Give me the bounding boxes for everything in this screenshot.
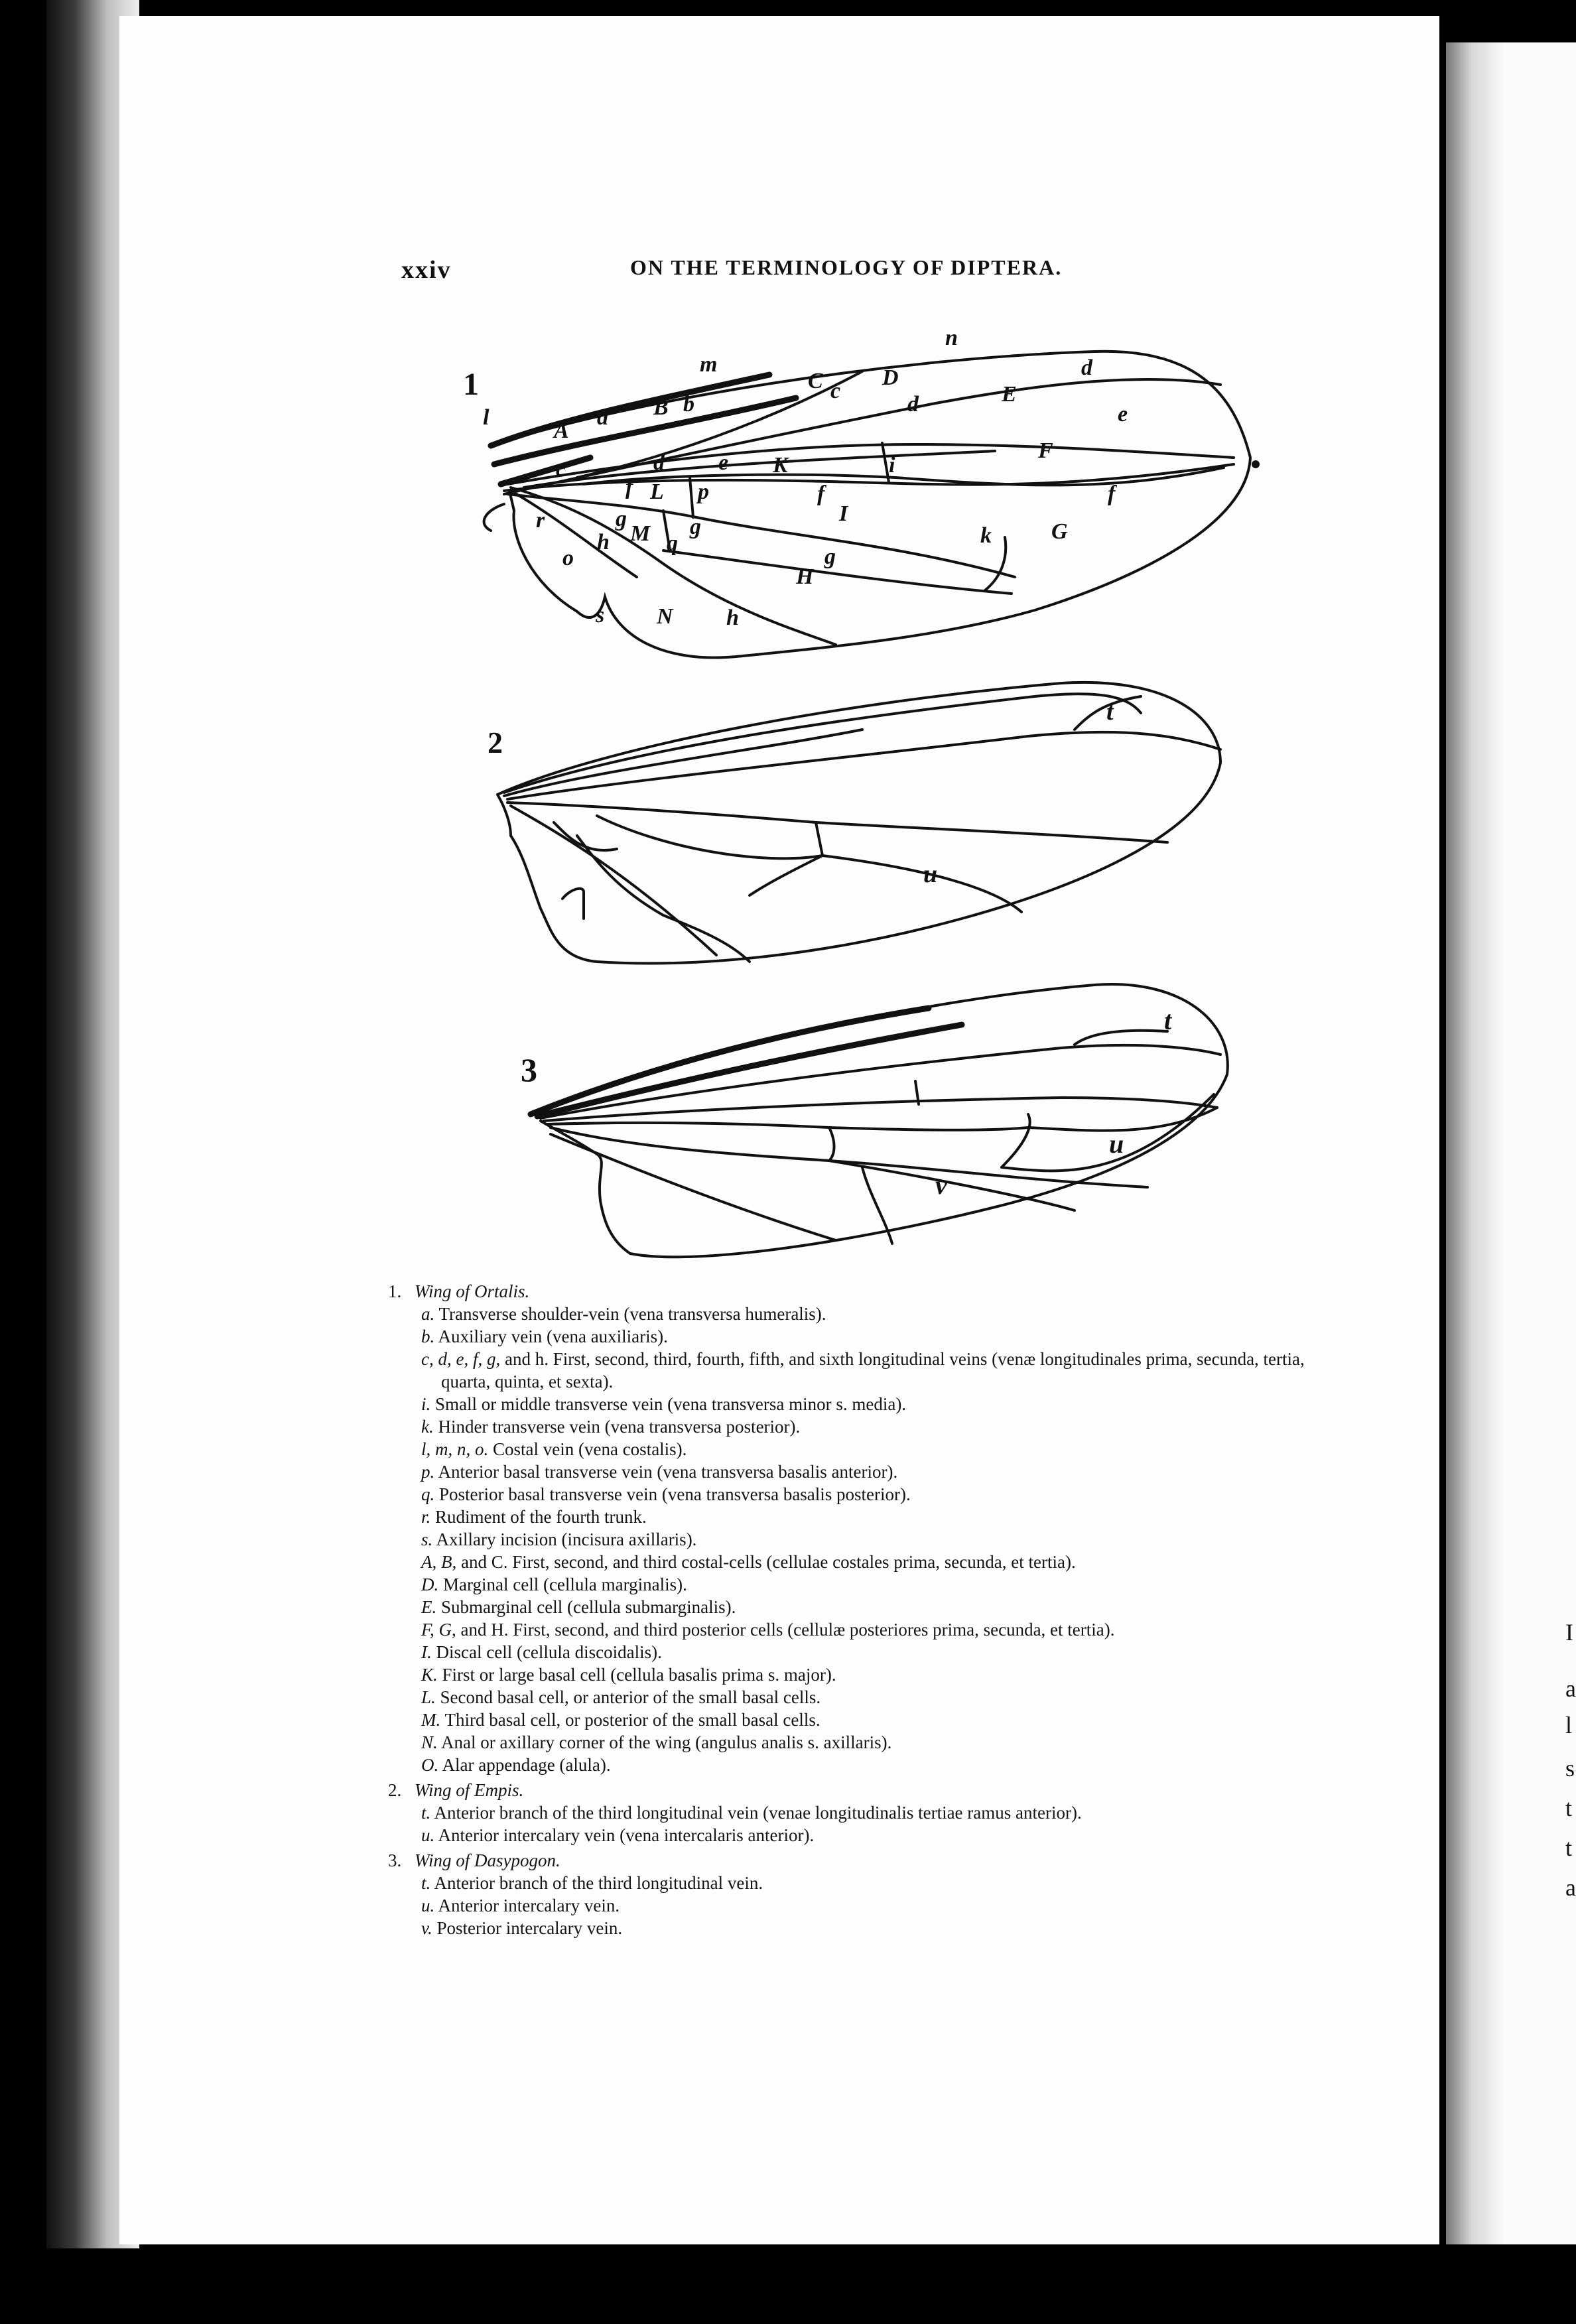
entry-text: Alar appendage (alula). — [442, 1755, 611, 1775]
entry-key: E. — [421, 1597, 437, 1617]
entry-key: s. — [421, 1529, 433, 1549]
wing1-label-L: L — [650, 480, 664, 504]
wing1-label-n: n — [945, 326, 958, 350]
wing2-label-t: t — [1106, 698, 1114, 726]
entry-key: i. — [421, 1394, 431, 1414]
edge-letter: a — [1565, 1874, 1576, 1901]
legend-entry — [388, 1325, 1317, 1348]
wing1-label-g2: g — [690, 515, 701, 539]
wing1-label-N: N — [657, 604, 673, 629]
section-number: 2. — [388, 1780, 402, 1800]
entry-text: Hinder transverse vein (vena transversa posterior). — [438, 1417, 801, 1437]
wing1-label-M: M — [630, 521, 651, 546]
wing1-label-e2: e — [718, 450, 729, 475]
wing1-label-d: d — [907, 392, 919, 417]
legend-entry — [388, 1348, 1317, 1393]
running-title: ON THE TERMINOLOGY OF DIPTERA. — [630, 255, 1063, 279]
entry-text: Anterior intercalary vein. — [438, 1896, 620, 1915]
entry-text: Posterior basal transverse vein (vena transversa basalis posterior). — [439, 1484, 911, 1504]
wing1-label-f3: f — [817, 482, 825, 506]
wing-2-number: 2 — [488, 726, 503, 759]
entry-key: a. — [421, 1304, 435, 1324]
wing1-label-c2: c — [556, 457, 566, 482]
wing1-label-r: r — [536, 508, 545, 533]
wing1-label-D: D — [882, 365, 899, 390]
wing-1-number: 1 — [463, 367, 479, 402]
legend-entry — [388, 1528, 1317, 1551]
entry-text: Third basal cell, or posterior of the small basal cells. — [444, 1710, 821, 1730]
entry-key: F, G, — [421, 1620, 456, 1640]
entry-key: v. — [421, 1918, 432, 1938]
wing-1-labels — [483, 326, 1128, 630]
section-title: Wing of Dasypogon. — [415, 1850, 560, 1870]
entry-text: Anterior intercalary vein (vena intercalaris anterior). — [438, 1825, 815, 1845]
legend-entry — [388, 1393, 1317, 1415]
legend-entry — [388, 1483, 1317, 1506]
legend-section-title — [388, 1779, 1317, 1801]
legend-section-title — [388, 1280, 1317, 1303]
entry-text: Transverse shoulder-vein (vena transversa humeralis). — [438, 1304, 826, 1324]
wing-3-labels — [935, 1005, 1173, 1200]
wing1-label-h: h — [597, 530, 610, 554]
entry-text: Costal vein (vena costalis). — [493, 1439, 687, 1459]
wing1-label-a: a — [597, 405, 608, 430]
entry-key: r. — [421, 1507, 431, 1527]
entry-text: Anal or axillary corner of the wing (angulus analis s. axillaris). — [441, 1732, 892, 1752]
wing1-label-I: I — [839, 501, 848, 526]
entry-key: D. — [421, 1575, 439, 1594]
entry-text: and C. First, second, and third costal-cells (cellulae costales prima, secunda, et tertia). — [461, 1552, 1076, 1572]
entry-text: Submarginal cell (cellula submarginalis). — [441, 1597, 736, 1617]
wing1-label-G: G — [1051, 519, 1068, 544]
scan-bottom-border — [0, 2248, 1576, 2324]
entry-text: Axillary incision (incisura axillaris). — [436, 1529, 697, 1549]
entry-key: L. — [421, 1687, 436, 1707]
legend-section-1 — [388, 1280, 1317, 1776]
wing3-label-v: v — [935, 1170, 947, 1200]
legend-entry — [388, 1917, 1317, 1939]
entry-key: k. — [421, 1417, 434, 1437]
wing1-label-e: e — [1118, 402, 1128, 426]
entry-key: p. — [421, 1462, 435, 1482]
edge-letter: s — [1565, 1755, 1575, 1781]
entry-key: K. — [421, 1665, 438, 1685]
wing1-label-F: F — [1038, 438, 1053, 463]
wing1-label-k: k — [980, 523, 992, 548]
wing1-label-o: o — [562, 546, 574, 570]
section-number: 3. — [388, 1850, 402, 1870]
wing1-label-s: s — [596, 603, 605, 627]
entry-key: N. — [421, 1732, 438, 1752]
entry-text: Posterior intercalary vein. — [436, 1918, 623, 1938]
entry-text: Second basal cell, or anterior of the small basal cells. — [440, 1687, 821, 1707]
legend-entry — [388, 1460, 1317, 1483]
wing1-label-m: m — [700, 352, 718, 377]
entry-text: Auxiliary vein (vena auxiliaris). — [438, 1326, 668, 1346]
edge-letter: I — [1565, 1619, 1573, 1646]
wing-3-number: 3 — [521, 1051, 537, 1088]
wing1-label-d2: d — [1081, 355, 1092, 380]
entry-key: q. — [421, 1484, 435, 1504]
entry-key: c, d, e, f, g, — [421, 1349, 501, 1369]
wing3-label-t: t — [1164, 1005, 1172, 1035]
legend-entry — [388, 1894, 1317, 1917]
legend-entry — [388, 1415, 1317, 1438]
entry-text: and H. First, second, and third posterior cells (cellulæ posteriores prima, secunda, et tertia). — [460, 1620, 1115, 1640]
wing1-label-h2: h — [726, 606, 739, 630]
edge-letter: a — [1565, 1675, 1576, 1702]
legend-entry — [388, 1641, 1317, 1663]
legend-entry — [388, 1573, 1317, 1596]
legend-entry — [388, 1754, 1317, 1776]
wing1-label-K: K — [773, 453, 788, 478]
legend-entry — [388, 1709, 1317, 1731]
wing1-label-f: f — [1108, 482, 1116, 506]
entry-key: l, m, n, o. — [421, 1439, 489, 1459]
legend-entry — [388, 1506, 1317, 1528]
edge-letter: t — [1565, 1835, 1573, 1861]
wing1-label-d3: d — [653, 450, 665, 475]
wing1-label-l: l — [483, 405, 490, 430]
entry-text: Small or middle transverse vein (vena transversa minor s. media). — [435, 1394, 907, 1414]
entry-key: b. — [421, 1326, 435, 1346]
section-title: Wing of Ortalis. — [415, 1281, 530, 1301]
legend-entry — [388, 1872, 1317, 1894]
wing2-label-u: u — [923, 860, 938, 888]
legend-entry — [388, 1801, 1317, 1824]
edge-letter: l — [1565, 1712, 1573, 1738]
entry-key: A, B, — [421, 1552, 457, 1572]
entry-key: u. — [421, 1896, 435, 1915]
wing1-label-c: c — [830, 379, 841, 403]
legend-entry — [388, 1731, 1317, 1754]
legend-section-2 — [388, 1779, 1317, 1846]
entry-text: First or large basal cell (cellula basalis prima s. major). — [442, 1665, 836, 1685]
legend-entry — [388, 1596, 1317, 1618]
wing1-label-b: b — [683, 392, 694, 417]
wing1-label-B: B — [653, 395, 669, 420]
wing1-label-q: q — [667, 531, 678, 556]
legend-entry — [388, 1663, 1317, 1686]
wing1-label-p: p — [698, 480, 709, 504]
legend-entry — [388, 1618, 1317, 1641]
legend-section-3 — [388, 1849, 1317, 1939]
legend-entry — [388, 1551, 1317, 1573]
wing1-label-E: E — [1002, 382, 1017, 407]
wing1-label-A: A — [554, 419, 569, 443]
figure-legend — [388, 1280, 1317, 1939]
wing1-label-g: g — [616, 507, 627, 531]
page-number: xxiv — [401, 256, 452, 284]
legend-entry — [388, 1824, 1317, 1846]
wing1-label-f2: f — [625, 475, 633, 499]
legend-entry — [388, 1303, 1317, 1325]
wing3-label-u: u — [1109, 1129, 1124, 1159]
wing-2-labels — [923, 698, 1114, 888]
legend-entry — [388, 1686, 1317, 1709]
wing1-label-i: i — [889, 453, 895, 478]
edge-letter: t — [1565, 1795, 1573, 1821]
entry-text: Marginal cell (cellula marginalis). — [443, 1575, 687, 1594]
wing1-label-g3: g — [824, 545, 836, 569]
entry-text: Discal cell (cellula discoidalis). — [436, 1642, 662, 1662]
entry-text: Anterior branch of the third longitudinal vein (venae longitudinalis tertiae ramus anterior). — [434, 1803, 1082, 1823]
entry-key: I. — [421, 1642, 432, 1662]
entry-key: M. — [421, 1710, 441, 1730]
entry-text: Anterior basal transverse vein (vena transversa basalis anterior). — [438, 1462, 898, 1482]
legend-section-title — [388, 1849, 1317, 1872]
section-number: 1. — [388, 1281, 402, 1301]
entry-text: Anterior branch of the third longitudinal vein. — [434, 1873, 763, 1893]
entry-key: O. — [421, 1755, 439, 1775]
entry-text: and h. First, second, third, fourth, fifth, and sixth longitudinal veins (venæ longitudinales prima, secunda, tertia, quarta, quinta, et sexta). — [441, 1349, 1305, 1391]
entry-key: u. — [421, 1825, 435, 1845]
entry-key: t. — [421, 1873, 431, 1893]
legend-entry — [388, 1438, 1317, 1460]
entry-text: Rudiment of the fourth trunk. — [435, 1507, 647, 1527]
section-title: Wing of Empis. — [415, 1780, 524, 1800]
wing1-label-C: C — [808, 369, 823, 393]
entry-key: t. — [421, 1803, 431, 1823]
wing1-label-H: H — [796, 564, 814, 589]
